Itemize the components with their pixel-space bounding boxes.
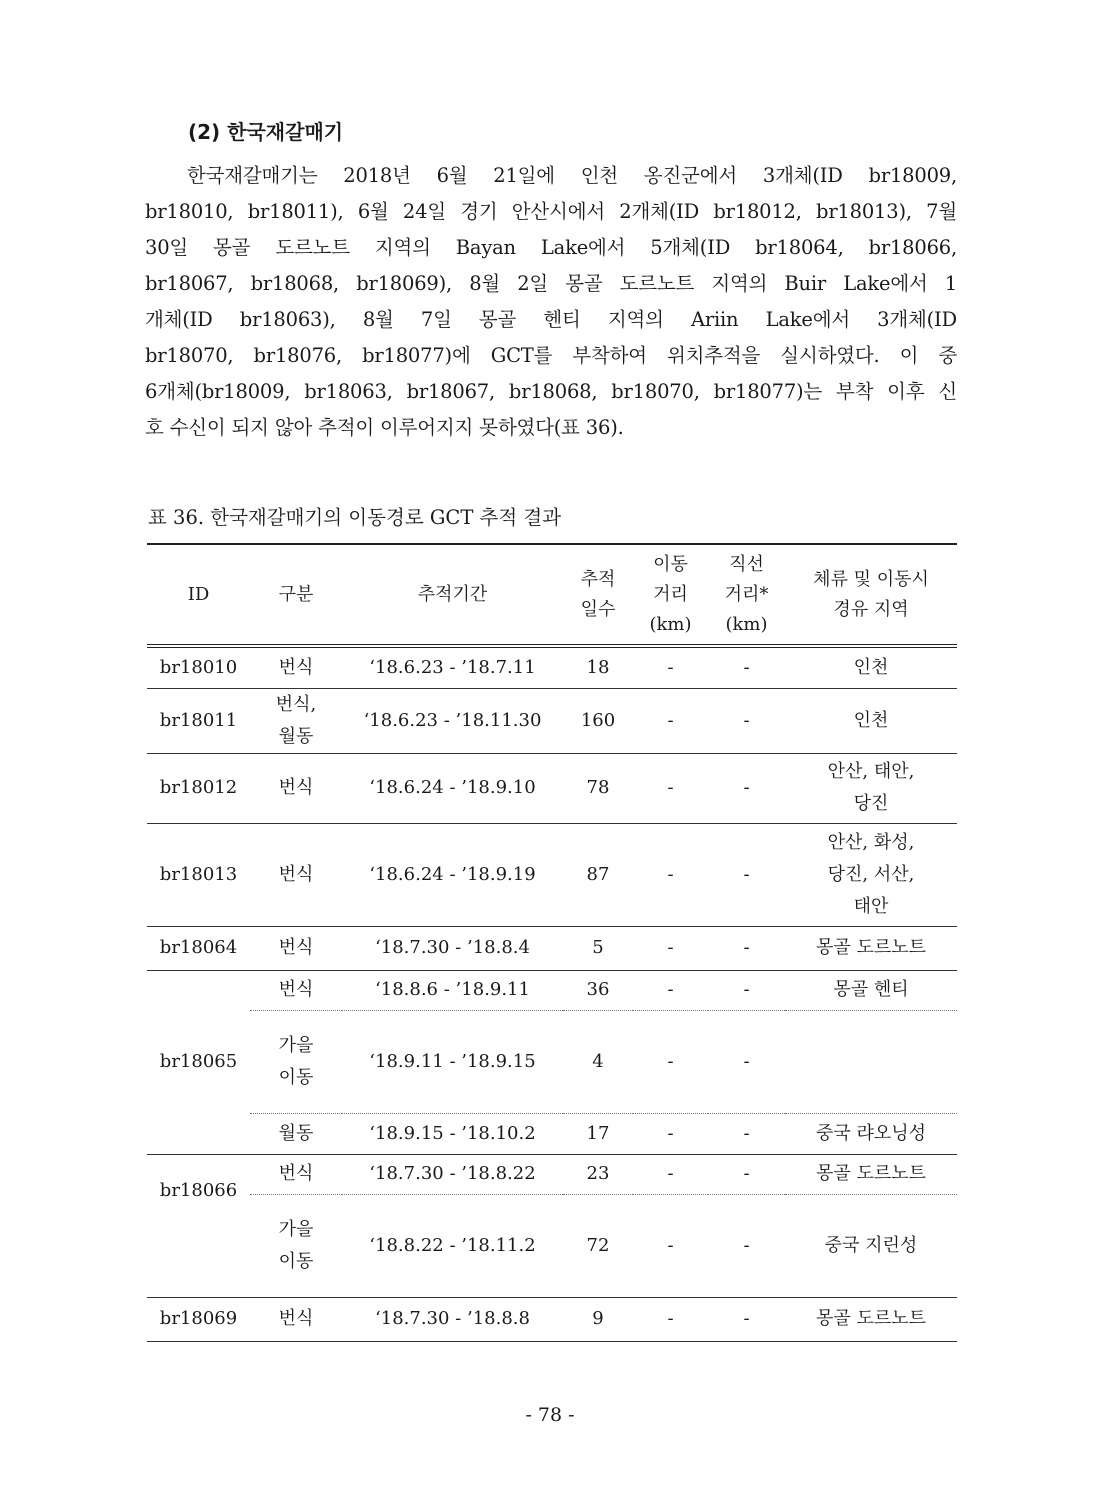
table-row	[147, 823, 957, 926]
cell-straight: -	[743, 1050, 750, 1072]
cell-distance: -	[667, 1234, 674, 1256]
header-region-line: 경유 지역	[833, 598, 909, 620]
cell-region	[785, 753, 957, 823]
cell-type: 번식	[278, 1163, 314, 1184]
cell-days: 18	[586, 656, 610, 678]
header-id: ID	[187, 583, 210, 605]
cell-straight: -	[743, 1122, 750, 1144]
paragraph-line: 호 수신이 되지 않아 추적이 이루어지지 못하였다(표 36).	[145, 416, 624, 439]
cell-days: 23	[586, 1163, 610, 1184]
cell-straight: -	[743, 1308, 750, 1329]
cell-days: 78	[586, 777, 610, 798]
cell-type: 월동	[278, 1122, 314, 1144]
paragraph-line: br18010, br18011), 6월 24일 경기 안산시에서 2개체(ID br18012, br18013), 7월	[145, 200, 957, 223]
table-row	[147, 646, 957, 688]
cell-type-line: 월동	[278, 725, 314, 747]
cell-straight: -	[743, 777, 750, 798]
paragraph-line: br18070, br18076, br18077)에 GCT를 부착하여 위치추적을 실시하였다. 이 중	[145, 344, 957, 367]
cell-type: 번식	[278, 656, 314, 678]
cell-region: 몽골 도르노트	[815, 1163, 927, 1184]
cell-days: 160	[580, 709, 616, 731]
cell-distance: -	[667, 1163, 674, 1184]
table-row	[147, 753, 957, 823]
header-straight-line: 직선	[729, 553, 764, 575]
cell-period: ‘18.7.30 - ’18.8.4	[375, 937, 530, 958]
table-caption: 표 36. 한국재갈매기의 이동경로 GCT 추적 결과	[148, 506, 562, 529]
table-row	[147, 1113, 957, 1154]
cell-type	[250, 1194, 342, 1297]
header-distance-line: 이동	[653, 553, 688, 575]
cell-region-line: 안산, 화성,	[827, 831, 915, 853]
header-distance	[633, 544, 708, 646]
cell-type-line: 가을	[278, 1218, 314, 1240]
cell-period: ‘18.8.22 - ’18.11.2	[369, 1234, 536, 1256]
cell-id: br18064	[159, 937, 238, 958]
cell-period: ‘18.6.24 - ’18.9.19	[369, 863, 536, 885]
cell-days: 72	[586, 1234, 610, 1256]
cell-straight: -	[743, 937, 750, 958]
cell-type: 번식	[278, 777, 314, 798]
cell-id: br18011	[159, 709, 238, 731]
paragraph-line: 30일 몽골 도르노트 지역의 Bayan Lake에서 5개체(ID br18064, br18066,	[145, 236, 957, 259]
cell-straight: -	[743, 1163, 750, 1184]
cell-days: 87	[586, 863, 610, 885]
cell-period: ‘18.6.23 - ’18.11.30	[363, 709, 542, 731]
cell-period: ‘18.7.30 - ’18.8.22	[369, 1163, 536, 1184]
table-row	[147, 1010, 957, 1113]
cell-straight: -	[743, 979, 750, 1000]
cell-id: br18069	[159, 1308, 238, 1329]
cell-type: 번식	[278, 1308, 314, 1329]
cell-distance: -	[667, 709, 674, 731]
cell-region: 몽골 도르노트	[815, 937, 927, 958]
body-paragraph	[145, 158, 957, 446]
header-distance-line: 거리	[653, 583, 688, 605]
header-period: 추적기간	[417, 583, 488, 605]
header-days-line: 추적	[580, 568, 616, 590]
cell-region: 중국 지린성	[824, 1234, 918, 1256]
header-region-line: 체류 및 이동시	[813, 568, 929, 590]
cell-type-line: 번식,	[275, 693, 317, 715]
header-straight	[708, 544, 785, 646]
paragraph-line: 개체(ID br18063), 8월 7일 몽골 헨티 지역의 Ariin Lake에서 3개체(ID	[145, 308, 957, 331]
cell-type: 번식	[278, 863, 314, 885]
cell-straight: -	[743, 709, 750, 731]
cell-distance: -	[667, 1050, 674, 1072]
section-heading: (2) 한국재갈매기	[188, 120, 344, 144]
page-number: - 78 -	[525, 1404, 575, 1426]
table-row	[147, 1194, 957, 1297]
cell-region-line: 당진	[853, 793, 889, 814]
cell-days: 4	[592, 1050, 604, 1072]
table-header-row	[147, 544, 957, 646]
cell-region	[785, 1010, 957, 1113]
cell-region: 몽골 헨티	[833, 979, 909, 1000]
cell-straight: -	[743, 656, 750, 678]
paragraph-line: 한국재갈매기는 2018년 6월 21일에 인천 옹진군에서 3개체(ID br18009,	[187, 164, 957, 187]
table-row	[147, 688, 957, 753]
cell-distance: -	[667, 1308, 674, 1329]
header-days	[563, 544, 633, 646]
paragraph-line: br18067, br18068, br18069), 8월 2일 몽골 도르노트 지역의 Buir Lake에서 1	[145, 272, 957, 295]
cell-straight: -	[743, 863, 750, 885]
header-days-line: 일수	[580, 598, 616, 620]
cell-region-line: 안산, 태안,	[827, 761, 915, 782]
cell-id: br18065	[147, 970, 250, 1154]
cell-distance: -	[667, 979, 674, 1000]
cell-straight: -	[743, 1234, 750, 1256]
cell-type-line: 이동	[278, 1066, 314, 1088]
cell-days: 5	[592, 937, 604, 958]
cell-type-line: 이동	[278, 1250, 314, 1272]
cell-days: 17	[586, 1122, 610, 1144]
cell-region: 몽골 도르노트	[815, 1308, 927, 1329]
header-straight-line: (km)	[725, 613, 768, 635]
table-row	[147, 1297, 957, 1341]
cell-distance: -	[667, 777, 674, 798]
cell-type: 번식	[278, 979, 314, 1000]
cell-region: 인천	[853, 709, 889, 731]
cell-period: ‘18.9.11 - ’18.9.15	[369, 1050, 536, 1072]
cell-region: 중국 랴오닝성	[815, 1122, 927, 1144]
cell-id: br18010	[159, 656, 238, 678]
cell-id: br18012	[159, 777, 238, 798]
cell-period: ‘18.8.6 - ’18.9.11	[375, 979, 530, 1000]
cell-region-line: 태안	[853, 895, 889, 917]
cell-days: 9	[592, 1308, 604, 1329]
cell-id: br18013	[159, 863, 238, 885]
cell-region	[785, 823, 957, 926]
cell-id: br18066	[147, 1154, 250, 1297]
table-row	[147, 970, 957, 1010]
header-region	[785, 544, 957, 646]
paragraph-line: 6개체(br18009, br18063, br18067, br18068, br18070, br18077)는 부착 이후 신	[145, 380, 957, 403]
cell-type-line: 가을	[278, 1034, 314, 1056]
cell-period: ‘18.6.23 - ’18.7.11	[369, 656, 536, 678]
cell-distance: -	[667, 937, 674, 958]
cell-distance: -	[667, 656, 674, 678]
header-type: 구분	[278, 583, 314, 605]
cell-period: ‘18.7.30 - ’18.8.8	[375, 1308, 530, 1329]
cell-period: ‘18.9.15 - ’18.10.2	[369, 1122, 536, 1144]
header-distance-line: (km)	[649, 613, 692, 635]
cell-distance: -	[667, 863, 674, 885]
table-row	[147, 926, 957, 970]
cell-distance: -	[667, 1122, 674, 1144]
cell-region-line: 당진, 서산,	[827, 863, 915, 885]
tracking-results-table	[147, 543, 957, 1342]
header-straight-line: 거리*	[724, 583, 769, 605]
cell-region: 인천	[853, 656, 889, 678]
cell-type	[250, 688, 342, 753]
cell-type: 번식	[278, 937, 314, 958]
cell-days: 36	[586, 979, 610, 1000]
table-row	[147, 1154, 957, 1194]
cell-type	[250, 1010, 342, 1113]
cell-period: ‘18.6.24 - ’18.9.10	[369, 777, 536, 798]
